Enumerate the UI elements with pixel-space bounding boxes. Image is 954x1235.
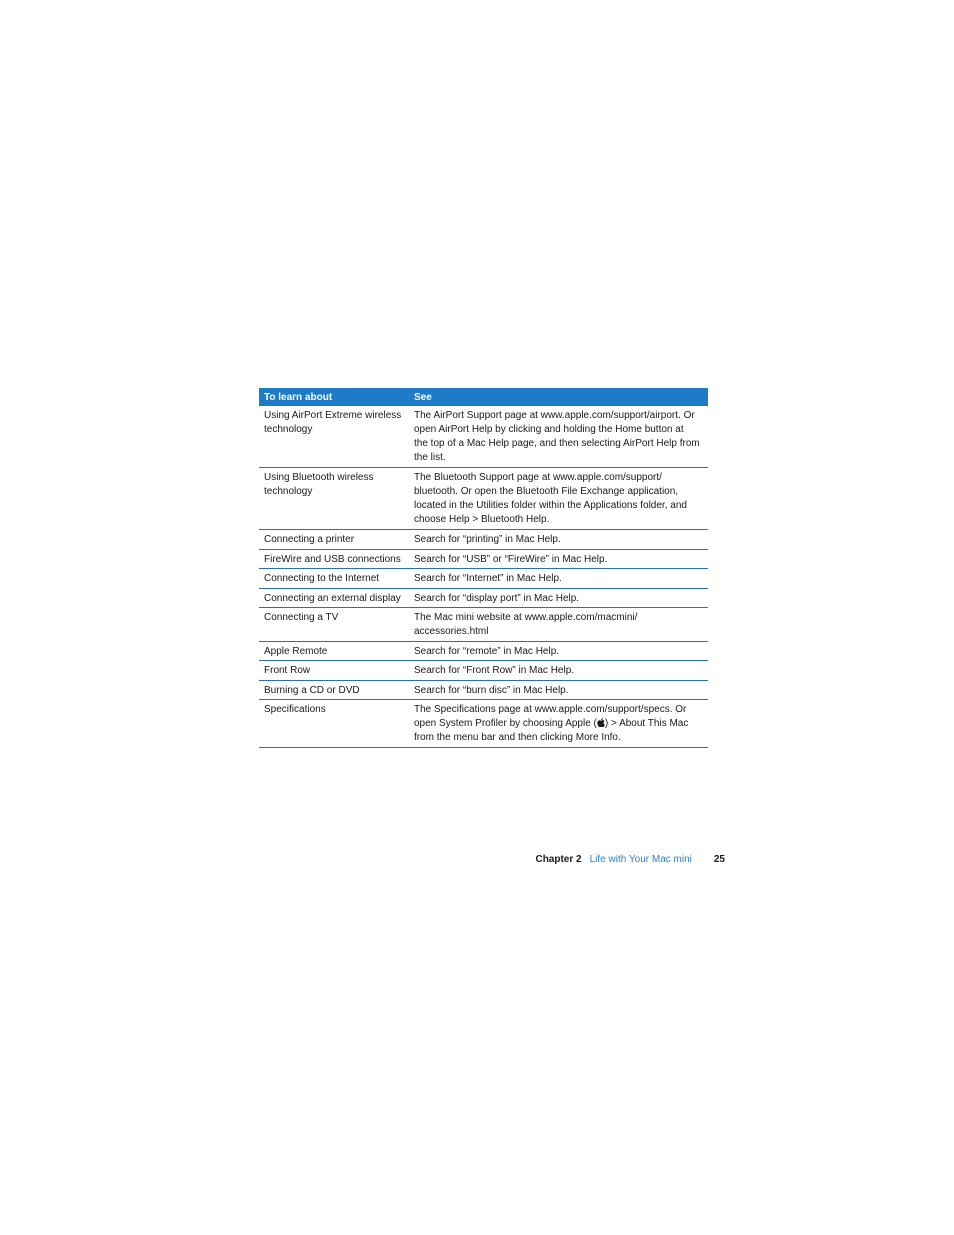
- apple-logo-icon: [597, 718, 605, 727]
- row-topic: Connecting a printer: [264, 534, 355, 545]
- header-see: See: [414, 391, 432, 403]
- table-row: [259, 569, 708, 589]
- row-topic: Connecting an external display: [264, 592, 401, 604]
- row-topic: Front Row: [264, 665, 311, 676]
- table-row: [259, 681, 708, 701]
- row-see: Search for “USB” or “FireWire” in Mac Help.: [414, 553, 608, 565]
- row-see: The Mac mini website at www.apple.com/macmini/ accessories.html: [414, 612, 638, 637]
- page-number: 25: [713, 854, 725, 865]
- chapter-title: Life with Your Mac mini: [589, 854, 692, 865]
- row-topic: Burning a CD or DVD: [264, 684, 360, 696]
- table-row: [259, 642, 708, 662]
- row-see: Search for “display port” in Mac Help.: [414, 592, 580, 604]
- table-row: [259, 608, 708, 642]
- row-topic: Specifications: [264, 704, 326, 715]
- row-see: Search for “Internet” in Mac Help.: [414, 573, 562, 584]
- row-see: [409, 703, 708, 744]
- table-row: [259, 550, 708, 570]
- spec-text-part2: ) > About This Mac from the menu bar and then clicking More Info.: [414, 718, 689, 743]
- row-see: The Bluetooth Support page at www.apple.com/support/ bluetooth. Or open the Bluetooth File Exchange application, located in the Utilities folder within the Applications folder, and choose Help > Bluetooth Help.: [414, 472, 687, 525]
- page-footer: [535, 854, 725, 865]
- row-see: Search for “remote” in Mac Help.: [414, 645, 560, 657]
- table-row: [259, 700, 708, 748]
- table-row: [259, 406, 708, 468]
- row-topic: FireWire and USB connections: [264, 553, 401, 565]
- row-topic: Connecting to the Internet: [264, 573, 380, 584]
- table-header: [259, 388, 708, 406]
- table-row: [259, 589, 708, 609]
- reference-table: [259, 388, 708, 748]
- row-topic: Apple Remote: [264, 645, 328, 657]
- row-topic: Connecting a TV: [264, 612, 339, 623]
- header-topic: To learn about: [264, 391, 333, 403]
- row-topic: Using Bluetooth wireless technology: [264, 472, 374, 497]
- chapter-label: Chapter 2: [535, 854, 582, 865]
- row-see: The AirPort Support page at www.apple.com/support/airport. Or open AirPort Help by clicking and holding the Home button at the top of a Mac Help page, and then selecting AirPort Help from the list.: [414, 410, 700, 463]
- table-row: [259, 530, 708, 550]
- table-row: [259, 661, 708, 681]
- table-row: [259, 468, 708, 530]
- row-topic: Using AirPort Extreme wireless technology: [264, 410, 402, 435]
- spec-text-part1: The Specifications page at www.apple.com/support/specs. Or open System Profiler by choosing Apple (: [414, 704, 687, 729]
- row-see: Search for “burn disc” in Mac Help.: [414, 684, 569, 696]
- row-see: Search for “printing” in Mac Help.: [414, 534, 561, 545]
- row-see: Search for “Front Row” in Mac Help.: [414, 665, 575, 676]
